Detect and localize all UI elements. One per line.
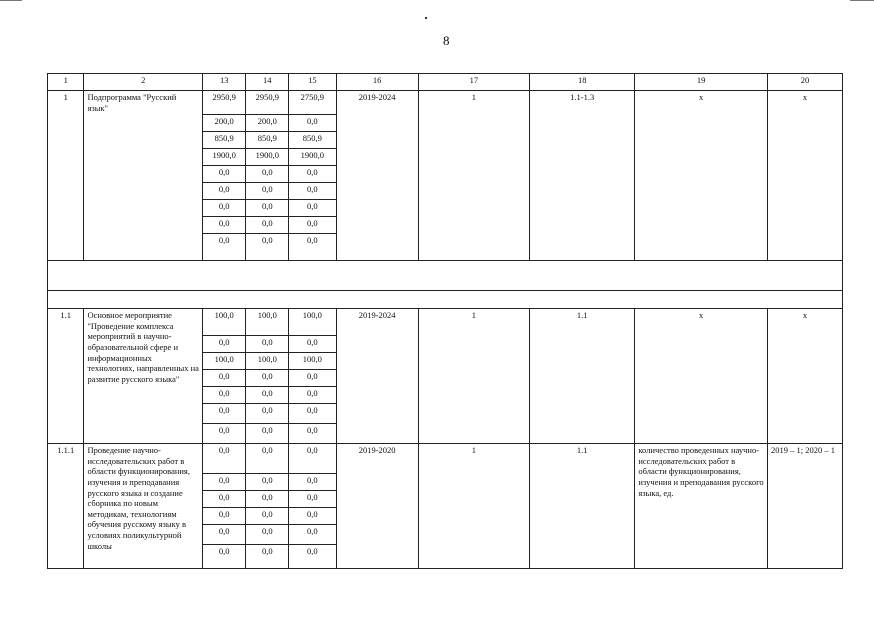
col17-cell: 1 bbox=[418, 309, 529, 444]
value-cell: 0,0 bbox=[246, 444, 289, 474]
period-cell: 2019-2024 bbox=[336, 309, 418, 444]
value-cell: 0,0 bbox=[246, 234, 289, 261]
value-cell: 0,0 bbox=[202, 336, 246, 353]
value-cell: 0,0 bbox=[289, 200, 337, 217]
header-cell: 17 bbox=[418, 74, 529, 91]
header-cell: 15 bbox=[289, 74, 337, 91]
value-cell: 0,0 bbox=[202, 183, 246, 200]
col18-cell: 1.1 bbox=[530, 309, 635, 444]
value-cell: 0,0 bbox=[246, 336, 289, 353]
row-name: Подпрограмма "Русский язык" bbox=[84, 91, 202, 261]
program-table bbox=[47, 73, 843, 569]
value-cell: 0,0 bbox=[202, 444, 246, 474]
value-cell: 0,0 bbox=[246, 370, 289, 387]
value-cell: 0,0 bbox=[246, 200, 289, 217]
col17-cell: 1 bbox=[418, 91, 529, 261]
value-cell: 0,0 bbox=[289, 370, 337, 387]
period-cell: 2019-2020 bbox=[336, 444, 418, 569]
header-cell: 14 bbox=[246, 74, 289, 91]
speck bbox=[425, 17, 427, 19]
table-row bbox=[48, 309, 843, 336]
value-cell: 200,0 bbox=[202, 115, 246, 132]
value-cell: 0,0 bbox=[289, 336, 337, 353]
header-cell: 2 bbox=[84, 74, 202, 91]
value-cell: 0,0 bbox=[202, 234, 246, 261]
value-cell: 850,9 bbox=[202, 132, 246, 149]
value-cell: 850,9 bbox=[246, 132, 289, 149]
value-cell: 850,9 bbox=[289, 132, 337, 149]
value-cell: 0,0 bbox=[289, 525, 337, 545]
value-cell: 0,0 bbox=[246, 424, 289, 444]
value-cell: 0,0 bbox=[289, 508, 337, 525]
value-cell: 1900,0 bbox=[246, 149, 289, 166]
value-cell: 0,0 bbox=[202, 404, 246, 424]
col20-cell: х bbox=[768, 91, 843, 261]
value-cell: 0,0 bbox=[202, 474, 246, 491]
value-cell: 0,0 bbox=[246, 217, 289, 234]
col18-cell: 1.1 bbox=[530, 444, 635, 569]
col20-cell: х bbox=[768, 309, 843, 444]
value-cell: 0,0 bbox=[246, 183, 289, 200]
header-cell: 13 bbox=[202, 74, 246, 91]
col19-cell: х bbox=[635, 91, 768, 261]
value-cell: 0,0 bbox=[289, 424, 337, 444]
value-cell: 0,0 bbox=[289, 545, 337, 569]
value-cell: 0,0 bbox=[202, 525, 246, 545]
value-cell: 200,0 bbox=[246, 115, 289, 132]
header-cell: 1 bbox=[48, 74, 84, 91]
blank-cell bbox=[48, 261, 843, 291]
table-row bbox=[48, 444, 843, 474]
value-cell: 0,0 bbox=[289, 474, 337, 491]
header-cell: 18 bbox=[530, 74, 635, 91]
page-number: 8 bbox=[443, 33, 450, 48]
value-cell: 0,0 bbox=[289, 217, 337, 234]
value-cell: 2950,9 bbox=[202, 91, 246, 115]
value-cell: 0,0 bbox=[202, 217, 246, 234]
value-cell: 0,0 bbox=[246, 404, 289, 424]
value-cell: 0,0 bbox=[202, 166, 246, 183]
row-number: 1.1.1 bbox=[48, 444, 84, 569]
value-cell: 100,0 bbox=[289, 353, 337, 370]
value-cell: 0,0 bbox=[246, 491, 289, 508]
value-cell: 2950,9 bbox=[246, 91, 289, 115]
row-name: Основное мероприятие "Проведение комплекса мероприятий в научно-образовательной сфере и информационных технологиях, направленных на развитие русского языка" bbox=[84, 309, 202, 444]
period-cell: 2019-2024 bbox=[336, 91, 418, 261]
value-cell: 100,0 bbox=[246, 309, 289, 336]
value-cell: 0,0 bbox=[202, 491, 246, 508]
blank-row bbox=[48, 291, 843, 309]
value-cell: 1900,0 bbox=[202, 149, 246, 166]
value-cell: 0,0 bbox=[289, 234, 337, 261]
value-cell: 0,0 bbox=[289, 491, 337, 508]
value-cell: 0,0 bbox=[202, 387, 246, 404]
value-cell: 0,0 bbox=[246, 474, 289, 491]
value-cell: 0,0 bbox=[246, 508, 289, 525]
header-cell: 16 bbox=[336, 74, 418, 91]
value-cell: 0,0 bbox=[202, 508, 246, 525]
value-cell: 1900,0 bbox=[289, 149, 337, 166]
value-cell: 100,0 bbox=[289, 309, 337, 336]
row-number: 1.1 bbox=[48, 309, 84, 444]
value-cell: 100,0 bbox=[202, 309, 246, 336]
value-cell: 0,0 bbox=[202, 545, 246, 569]
table-row bbox=[48, 91, 843, 115]
row-number: 1 bbox=[48, 91, 84, 261]
col18-cell: 1.1-1.3 bbox=[530, 91, 635, 261]
col17-cell: 1 bbox=[418, 444, 529, 569]
scan-edge-mark bbox=[850, 0, 874, 1]
value-cell: 0,0 bbox=[289, 444, 337, 474]
blank-row bbox=[48, 261, 843, 291]
header-cell: 20 bbox=[768, 74, 843, 91]
value-cell: 0,0 bbox=[289, 183, 337, 200]
col20-cell: 2019 – 1; 2020 – 1 bbox=[768, 444, 843, 569]
header-row bbox=[48, 74, 843, 91]
header-cell: 19 bbox=[635, 74, 768, 91]
value-cell: 100,0 bbox=[202, 353, 246, 370]
blank-cell bbox=[48, 291, 843, 309]
value-cell: 0,0 bbox=[289, 115, 337, 132]
value-cell: 0,0 bbox=[246, 545, 289, 569]
value-cell: 100,0 bbox=[246, 353, 289, 370]
value-cell: 0,0 bbox=[246, 166, 289, 183]
value-cell: 0,0 bbox=[202, 200, 246, 217]
value-cell: 0,0 bbox=[289, 387, 337, 404]
value-cell: 0,0 bbox=[246, 387, 289, 404]
col19-cell: количество проведенных научно-исследовательских работ в области функционирования, изучения и преподавания русского языка, ед. bbox=[635, 444, 768, 569]
value-cell: 0,0 bbox=[202, 424, 246, 444]
col19-cell: х bbox=[635, 309, 768, 444]
value-cell: 0,0 bbox=[202, 370, 246, 387]
value-cell: 0,0 bbox=[289, 166, 337, 183]
row-name: Проведение научно-исследовательских работ в области функционирования, изучения и преподавания русского языка и создание сборника по новым методикам, технологиям обучения русскому языку в условиях поликультурной школы bbox=[84, 444, 202, 569]
value-cell: 2750,9 bbox=[289, 91, 337, 115]
value-cell: 0,0 bbox=[246, 525, 289, 545]
value-cell: 0,0 bbox=[289, 404, 337, 424]
scan-edge-mark bbox=[0, 0, 22, 1]
